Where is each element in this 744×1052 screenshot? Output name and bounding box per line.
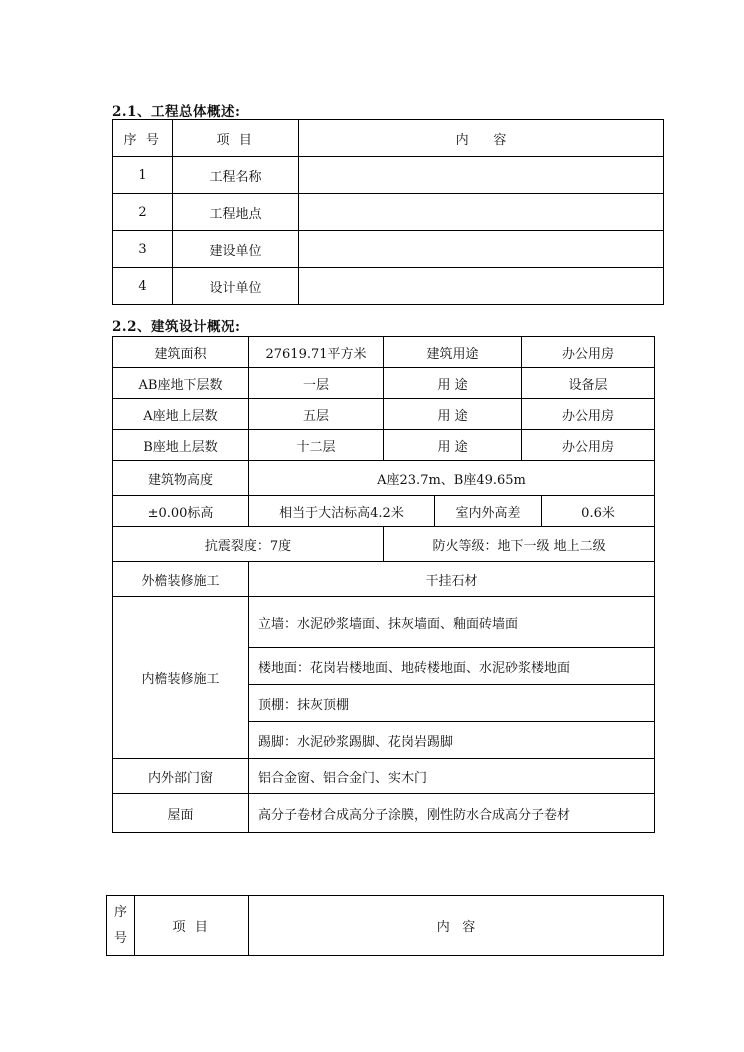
- floor-label: B座地上层数: [113, 430, 249, 461]
- interior-ceiling: 顶棚：抹灰顶棚: [249, 685, 655, 722]
- height-label: 建筑物高度: [113, 461, 249, 496]
- header-item: 项 目: [173, 120, 299, 157]
- exterior-label: 外檐装修施工: [113, 562, 249, 597]
- floor-label: AB座地下层数: [113, 368, 249, 399]
- floor-use-value: 办公用房: [522, 399, 655, 430]
- elevation-diff-label: 室内外高差: [435, 496, 542, 527]
- interior-label: 内檐装修施工: [113, 597, 249, 759]
- table-row: [113, 430, 655, 461]
- height-value: A座23.7m、B座49.65m: [249, 461, 655, 496]
- floor-value: 五层: [249, 399, 384, 430]
- doors-value: 铝合金窗、铝合金门、实木门: [249, 759, 655, 794]
- row-item: 工程地点: [173, 194, 299, 231]
- table-header-row: [113, 120, 664, 157]
- elevation-diff-value: 0.6米: [542, 496, 655, 527]
- section-heading-design: 2.2、建筑设计概况:: [112, 319, 241, 335]
- row-item: 工程名称: [173, 157, 299, 194]
- header-content: 内 容: [249, 896, 664, 956]
- roof-label: 屋面: [113, 794, 249, 833]
- table-row: [113, 496, 655, 527]
- row-no: 2: [113, 194, 173, 231]
- area-label: 建筑面积: [113, 337, 249, 368]
- interior-floor: 楼地面：花岗岩楼地面、地砖楼地面、水泥砂浆楼地面: [249, 648, 655, 685]
- building-design-table: [112, 336, 655, 833]
- floor-value: 一层: [249, 368, 384, 399]
- continued-table: [106, 895, 664, 956]
- doors-label: 内外部门窗: [113, 759, 249, 794]
- seismic-grade: 抗震裂度：7度: [113, 527, 384, 562]
- floor-use-value: 办公用房: [522, 430, 655, 461]
- floor-use-label: 用 途: [384, 430, 522, 461]
- exterior-value: 干挂石材: [249, 562, 655, 597]
- row-item: 建设单位: [173, 231, 299, 268]
- table-row: [113, 527, 655, 562]
- header-content: 内 容: [299, 120, 664, 157]
- table-row: [113, 157, 664, 194]
- area-value: 27619.71平方米: [249, 337, 384, 368]
- header-no: [107, 896, 135, 956]
- use-label: 建筑用途: [384, 337, 522, 368]
- project-overview-table: [112, 119, 664, 305]
- row-no: 1: [113, 157, 173, 194]
- table-row: [113, 562, 655, 597]
- fire-grade: 防火等级：地下一级 地上二级: [384, 527, 655, 562]
- table-row: [113, 759, 655, 794]
- table-row: [113, 461, 655, 496]
- floor-value: 十二层: [249, 430, 384, 461]
- row-item: 设计单位: [173, 268, 299, 305]
- section-heading-overview: 2.1、工程总体概述:: [112, 104, 241, 120]
- interior-wall: 立墙：水泥砂浆墙面、抹灰墙面、釉面砖墙面: [249, 597, 655, 648]
- table-row: [113, 597, 655, 648]
- floor-use-value: 设备层: [522, 368, 655, 399]
- row-content[interactable]: [299, 194, 664, 231]
- row-content[interactable]: [299, 231, 664, 268]
- table-header-row: [107, 896, 664, 956]
- table-row: [113, 368, 655, 399]
- floor-use-label: 用 途: [384, 368, 522, 399]
- floor-label: A座地上层数: [113, 399, 249, 430]
- header-no-bottom: 号: [114, 930, 128, 946]
- row-no: 4: [113, 268, 173, 305]
- row-content[interactable]: [299, 157, 664, 194]
- interior-baseboard: 踢脚：水泥砂浆踢脚、花岗岩踢脚: [249, 722, 655, 759]
- row-content[interactable]: [299, 268, 664, 305]
- floor-use-label: 用 途: [384, 399, 522, 430]
- table-row: [113, 337, 655, 368]
- roof-value: 高分子卷材合成高分子涂膜，刚性防水合成高分子卷材: [249, 794, 655, 833]
- row-no: 3: [113, 231, 173, 268]
- header-no-top: 序: [114, 904, 128, 920]
- use-value: 办公用房: [522, 337, 655, 368]
- header-no: 序 号: [113, 120, 173, 157]
- table-row: [113, 794, 655, 833]
- elevation-value: 相当于大沽标高4.2米: [249, 496, 435, 527]
- elevation-label: ±0.00标高: [113, 496, 249, 527]
- table-row: [113, 231, 664, 268]
- table-row: [113, 268, 664, 305]
- table-row: [113, 194, 664, 231]
- header-item: 项 目: [135, 896, 249, 956]
- table-row: [113, 399, 655, 430]
